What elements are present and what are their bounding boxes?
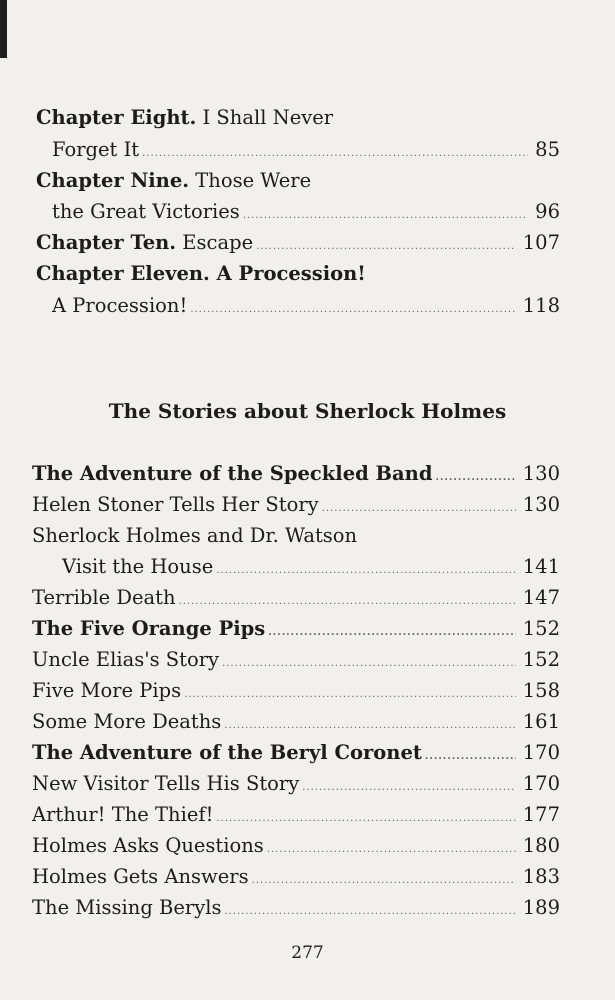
entry-title: New Visitor Tells His Story	[32, 772, 300, 795]
page-number: 177	[522, 803, 560, 826]
leader-dots	[243, 204, 528, 228]
section-heading: The Stories about Sherlock Holmes	[108, 399, 507, 423]
entry-title: Those Were	[189, 169, 312, 192]
entry-title: Sherlock Holmes and Dr. Watson	[32, 524, 358, 547]
chapter-label: Chapter Eight.	[36, 106, 197, 129]
chapter-label: Chapter Nine.	[36, 169, 190, 192]
toc-entry-chapter-nine	[36, 169, 311, 193]
page-number: 161	[522, 710, 560, 733]
entry-title: the Great Victories	[52, 200, 240, 223]
page-number: 118	[522, 294, 560, 317]
page-number: 189	[522, 896, 560, 919]
entry-title: Some More Deaths	[32, 710, 222, 733]
leader-dots	[216, 807, 515, 831]
toc-entry-a-procession	[52, 294, 560, 322]
toc-entry-forget-it	[52, 138, 560, 166]
leader-dots	[190, 298, 515, 322]
leader-dots	[216, 559, 516, 583]
page-number: 170	[522, 741, 560, 764]
toc-entry-holmes-gets-answers	[32, 865, 560, 893]
toc-entry-terrible-death	[32, 586, 560, 614]
entry-title: A Procession!	[52, 294, 188, 317]
page-number: 147	[522, 586, 560, 609]
toc-entry-chapter-eight	[36, 106, 333, 130]
leader-dots	[224, 714, 515, 738]
leader-dots	[252, 869, 516, 893]
page-number: 130	[522, 462, 560, 485]
toc-entry-arthur-the-thief	[32, 803, 560, 831]
entry-title: The Adventure of the Speckled Band	[32, 462, 433, 485]
page-number: 130	[522, 493, 560, 516]
chapter-label: Chapter Ten.	[36, 231, 177, 254]
toc-entry-beryl-coronet	[32, 741, 560, 769]
page-folio-number: 277	[291, 943, 324, 963]
entry-title: Holmes Asks Questions	[32, 834, 264, 857]
entry-title: Escape	[176, 231, 254, 254]
entry-title: Uncle Elias's Story	[32, 648, 220, 671]
entry-title: Visit the House	[62, 555, 214, 578]
page-number: 96	[535, 200, 560, 223]
toc-entry-visit-the-house	[62, 555, 560, 583]
page-number: 170	[522, 772, 560, 795]
entry-title: Five More Pips	[32, 679, 182, 702]
entry-title: Arthur! The Thief!	[32, 803, 214, 826]
chapter-label: Chapter Eleven. A Procession!	[36, 262, 366, 285]
entry-title: Helen Stoner Tells Her Story	[32, 493, 319, 516]
leader-dots	[179, 590, 516, 614]
entry-title: Forget It	[52, 138, 140, 161]
toc-entry-chapter-eleven	[36, 262, 366, 286]
entry-title: The Adventure of the Beryl Coronet	[32, 741, 422, 764]
page-number: 158	[522, 679, 560, 702]
page-number: 152	[522, 648, 560, 671]
toc-entry-holmes-asks	[32, 834, 560, 862]
toc-entry-new-visitor	[32, 772, 560, 800]
page-edge-shadow	[0, 0, 7, 58]
leader-dots	[184, 683, 516, 707]
leader-dots	[268, 621, 516, 645]
toc-entry-five-orange-pips	[32, 617, 560, 645]
leader-dots	[142, 142, 528, 166]
toc-entry-holmes-and-watson	[32, 524, 357, 548]
leader-dots	[267, 838, 516, 862]
toc-entry-great-victories	[52, 200, 560, 228]
page-number: 85	[535, 138, 560, 161]
leader-dots	[425, 745, 516, 769]
toc-entry-five-more-pips	[32, 679, 560, 707]
page-number: 180	[522, 834, 560, 857]
toc-entry-chapter-ten	[36, 231, 560, 259]
toc-entry-uncle-elias	[32, 648, 560, 676]
toc-entry-helen-stoner	[32, 493, 560, 521]
entry-title: Holmes Gets Answers	[32, 865, 249, 888]
entry-title: I Shall Never	[196, 106, 334, 129]
entry-title: Terrible Death	[32, 586, 176, 609]
leader-dots	[322, 497, 516, 521]
toc-entry-speckled-band	[32, 462, 560, 490]
leader-dots	[256, 235, 516, 259]
leader-dots	[222, 652, 516, 676]
entry-title: The Five Orange Pips	[32, 617, 266, 640]
leader-dots	[224, 900, 515, 924]
leader-dots	[302, 776, 516, 800]
entry-title: The Missing Beryls	[32, 896, 222, 919]
page-number: 152	[522, 617, 560, 640]
leader-dots	[435, 466, 515, 490]
page-number: 107	[522, 231, 560, 254]
page-number: 183	[522, 865, 560, 888]
toc-entry-some-more-deaths	[32, 710, 560, 738]
toc-entry-missing-beryls	[32, 896, 560, 924]
page-number: 141	[522, 555, 560, 578]
